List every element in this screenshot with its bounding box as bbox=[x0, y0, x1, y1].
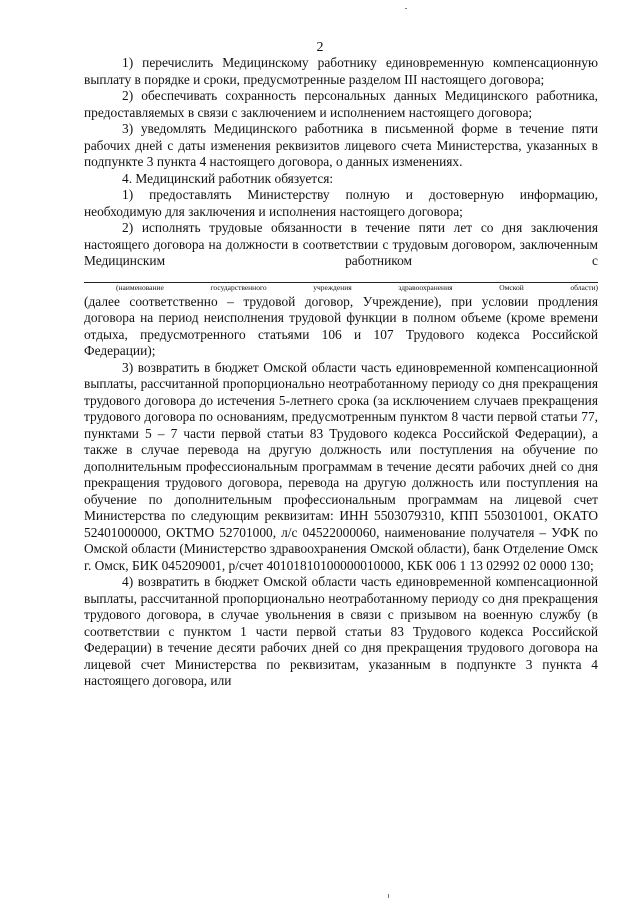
paragraph: 2) исполнять трудовые обязанности в течение пяти лет со дня заключения настоящего договора на должности в соответствии с трудовым договором, заключенным Медицинским работником с bbox=[84, 220, 598, 268]
paragraph: 2) обеспечивать сохранность персональных данных Медицинского работника, предоставляемых в связи с заключением и исполнением настоящего договора; bbox=[84, 88, 598, 120]
scan-speck bbox=[388, 894, 389, 898]
paragraph: 1) предоставлять Министерству полную и достоверную информацию, необходимую для заключения и исполнения настоящего договора; bbox=[84, 187, 598, 219]
page-number: 2 bbox=[316, 40, 324, 55]
paragraph: 4) возвратить в бюджет Омской области часть единовременной компенсационной выплаты, рассчитанной пропорционально неотработанному периоду со дня прекращения трудового договора, в случае увольнения в связи с призывом на военную службу (в соответствии с пунктом 1 части первой статьи 83 Трудового кодекса Российской Федерации) в течение десяти рабочих дней со дня прекращения трудового договора на лицевой счет Министерства по реквизитам, указанным в подпункте 3 пункта 4 настоящего договора, или bbox=[84, 574, 598, 688]
paragraph: 3) уведомлять Медицинского работника в письменной форме в течение пяти рабочих дней с даты изменения реквизитов лицевого счета Министерства, указанных в подпункте 3 пункта 4 настоящего договора, о данных изменениях. bbox=[84, 121, 598, 169]
scan-speck bbox=[405, 8, 407, 9]
paragraph: 1) перечислить Медицинскому работнику единовременную компенсационную выплату в порядке и сроки, предусмотренные разделом III настоящего договора; bbox=[84, 55, 598, 87]
paragraph: 3) возвратить в бюджет Омской области часть единовременной компенсационной выплаты, рассчитанной пропорционально неотработанному периоду со дня прекращения трудового договора до истечения 5-летнего срока (за исключением случаев прекращения трудового договора по основаниям, предусмотренным пунктом 8 части первой статьи 77, пунктами 5 – 7 части первой статьи 83 Трудового кодекса Российской Федерации), а также в случае перевода на другую должность или поступления на обучение по дополнительным профессиональным программам в течение десяти рабочих дней со дня прекращения трудового договора, перевода на другую должность или поступления на обучение по дополнительным профессиональным программам на лицевой счет Министерства по следующим реквизитам: ИНН 5503079310, КПП 550301001, ОКАТО 52401000000, ОКТМО 52701000, л/с 04522000060, наименование получателя – УФК по Омской области (Министерство здравоохранения Омской области), банк Отделение Омск г. Омск, БИК 045209001, р/счет 40101810100000010000, КБК 006 1 13 02992 02 0000 130; bbox=[84, 359, 598, 573]
paragraph: 4. Медицинский работник обязуется: bbox=[122, 170, 334, 186]
document-body bbox=[84, 55, 598, 690]
field-caption: (наименование государственного учреждения здравоохранения Омской области) bbox=[116, 282, 598, 292]
paragraph: (далее соответственно – трудовой договор, Учреждение), при условии продления договора на период неисполнения трудовой функции в полном объеме (кроме времени отдыха, предусмотренного статьями 106 и 107 Трудового кодекса Российской Федерации); bbox=[84, 293, 598, 358]
